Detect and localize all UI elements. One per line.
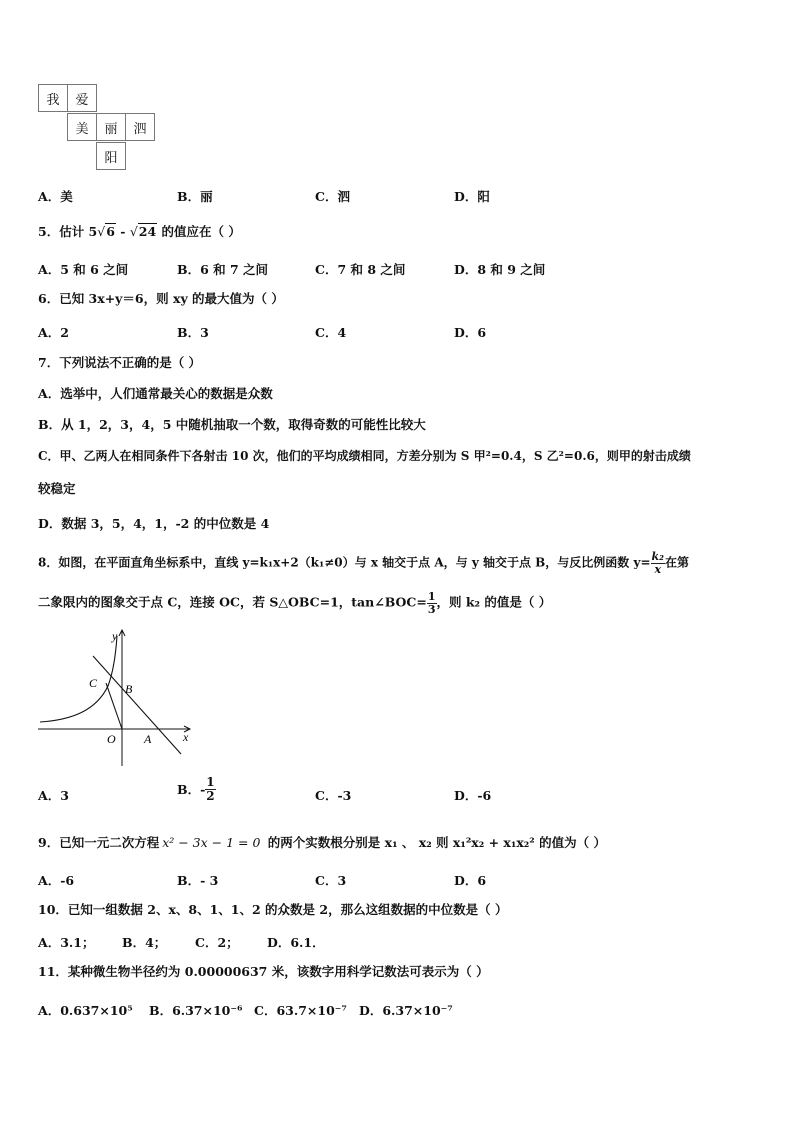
q6-option-d: D．6 <box>454 325 487 340</box>
q5-lead: 5．估计 5 <box>38 224 98 239</box>
q8-frac-numerator: k₂ <box>651 550 664 563</box>
cube-net-cell: 爱 <box>67 84 97 112</box>
q4-option-a: A．美 <box>38 189 73 204</box>
q9-equation: x² − 3x − 1 = 0 <box>162 835 261 850</box>
q7-option-c-line1: C．甲、乙两人在相同条件下各射击 10 次，他们的平均成绩相同，方差分别为 S 甲²=0.4，S 乙²=0.6，则甲的射击成绩 <box>38 449 691 463</box>
cube-net-cell: 丽 <box>96 113 126 141</box>
q8-line2-text: 二象限内的图象交于点 C，连接 OC，若 S△OBC=1，tan∠BOC= <box>38 594 427 610</box>
graph-label-x: x <box>183 730 189 744</box>
q8-line1-end: 在第 <box>664 555 689 570</box>
q8-line2 <box>38 591 551 615</box>
q8-coordinate-graph <box>36 626 196 771</box>
q7-stem: 7．下列说法不正确的是（ ） <box>38 355 202 370</box>
q4-option-b: B．丽 <box>177 189 213 204</box>
q5-tail: 的值应在（ ） <box>157 224 241 239</box>
q8-tan-numerator: 1 <box>427 590 436 603</box>
hyperbola-curve <box>40 636 117 722</box>
graph-label-b: B <box>125 682 133 696</box>
q10-stem: 10．已知一组数据 2、x、8、1、1、2 的众数是 2，那么这组数据的中位数是（ ） <box>38 902 508 917</box>
graph-label-y: y <box>112 629 118 643</box>
q11-option-c: C．63.7×10⁻⁷ <box>254 1003 347 1018</box>
q8-line1 <box>38 551 689 575</box>
graph-label-o: O <box>107 732 116 746</box>
cube-net-cell: 我 <box>38 84 68 112</box>
q9-stem <box>38 835 606 850</box>
q6-option-b: B．3 <box>177 325 209 340</box>
q8-option-b-denominator: 2 <box>206 788 215 803</box>
q7-option-b: B．从 1，2，3，4，5 中随机抽取一个数，取得奇数的可能性比较大 <box>38 417 426 432</box>
graph-label-a: A <box>144 732 152 746</box>
q11-option-a: A．0.637×10⁵ <box>38 1003 133 1018</box>
q5-option-c: C．7 和 8 之间 <box>315 262 406 277</box>
q9-lead: 9．已知一元二次方程 <box>38 835 160 850</box>
q5-option-d: D．8 和 9 之间 <box>454 262 546 277</box>
q8-frac-denominator: x <box>654 562 662 576</box>
q5-option-b: B．6 和 7 之间 <box>177 262 269 277</box>
q7-option-d: D．数据 3，5，4，1，-2 的中位数是 4 <box>38 516 270 531</box>
q8-line1-text: 8．如图，在平面直角坐标系中，直线 y=k₁x+2（k₁≠0）与 x 轴交于点 A，与 y 轴交于点 B，与反比例函数 y= <box>38 555 651 570</box>
q10-option-a: A．3.1； <box>38 935 95 950</box>
q5-stem: 5．估计 5√6 - √24 的值应在（ ） <box>38 224 241 239</box>
q8-option-a: A．3 <box>38 788 69 803</box>
segment-oc <box>106 683 122 729</box>
q8-fraction-k2-x <box>651 551 665 575</box>
cube-net-cell: 美 <box>67 113 97 141</box>
q8-option-b-label: B．- <box>177 782 206 798</box>
graph-label-c: C <box>89 676 98 690</box>
q9-option-b: B．- 3 <box>177 873 219 888</box>
q10-option-c: C．2； <box>195 935 239 950</box>
q7-option-a: A．选举中，人们通常最关心的数据是众数 <box>38 386 273 401</box>
q5-minus: - <box>115 224 130 239</box>
q7-option-c-line2: 较稳定 <box>38 481 76 496</box>
q9-option-d: D．6 <box>454 873 487 888</box>
q11-stem: 11．某种微生物半径约为 0.00000637 米，该数字用科学记数法可表示为（ ） <box>38 964 489 979</box>
q9-option-a: A．-6 <box>38 873 75 888</box>
q8-tan-denominator: 3 <box>427 602 436 616</box>
q5-radicand-1: 6 <box>106 224 115 239</box>
q5-option-a: A．5 和 6 之间 <box>38 262 129 277</box>
q8-option-d: D．-6 <box>454 788 492 803</box>
q8-option-b-fraction <box>205 776 215 802</box>
cube-net-cell: 泗 <box>125 113 155 141</box>
q10-option-d: D．6.1． <box>267 935 325 950</box>
q10-option-b: B．4； <box>122 935 167 950</box>
q6-stem: 6．已知 3x+y＝6，则 xy 的最大值为（ ） <box>38 291 284 306</box>
q8-option-c: C．-3 <box>315 788 352 803</box>
q4-option-d: D．阳 <box>454 189 490 204</box>
q8-fraction-tan <box>427 591 437 615</box>
q11-option-b: B．6.37×10⁻⁶ <box>149 1003 243 1018</box>
q8-option-b <box>177 776 216 802</box>
q8-option-b-numerator: 1 <box>206 775 215 789</box>
q9-option-c: C．3 <box>315 873 347 888</box>
q6-option-a: A．2 <box>38 325 69 340</box>
q8-line2-end: ，则 k₂ 的值是（ ） <box>436 594 552 610</box>
q9-tail: 的两个实数根分别是 x₁ 、 x₂ 则 x₁²x₂ + x₁x₂² 的值为（ ） <box>263 835 606 850</box>
q5-radicand-2: 24 <box>138 224 157 239</box>
q11-option-d: D．6.37×10⁻⁷ <box>359 1003 453 1018</box>
q4-option-c: C．泗 <box>315 189 350 204</box>
cube-net-cell: 阳 <box>96 142 126 170</box>
q6-option-c: C．4 <box>315 325 347 340</box>
